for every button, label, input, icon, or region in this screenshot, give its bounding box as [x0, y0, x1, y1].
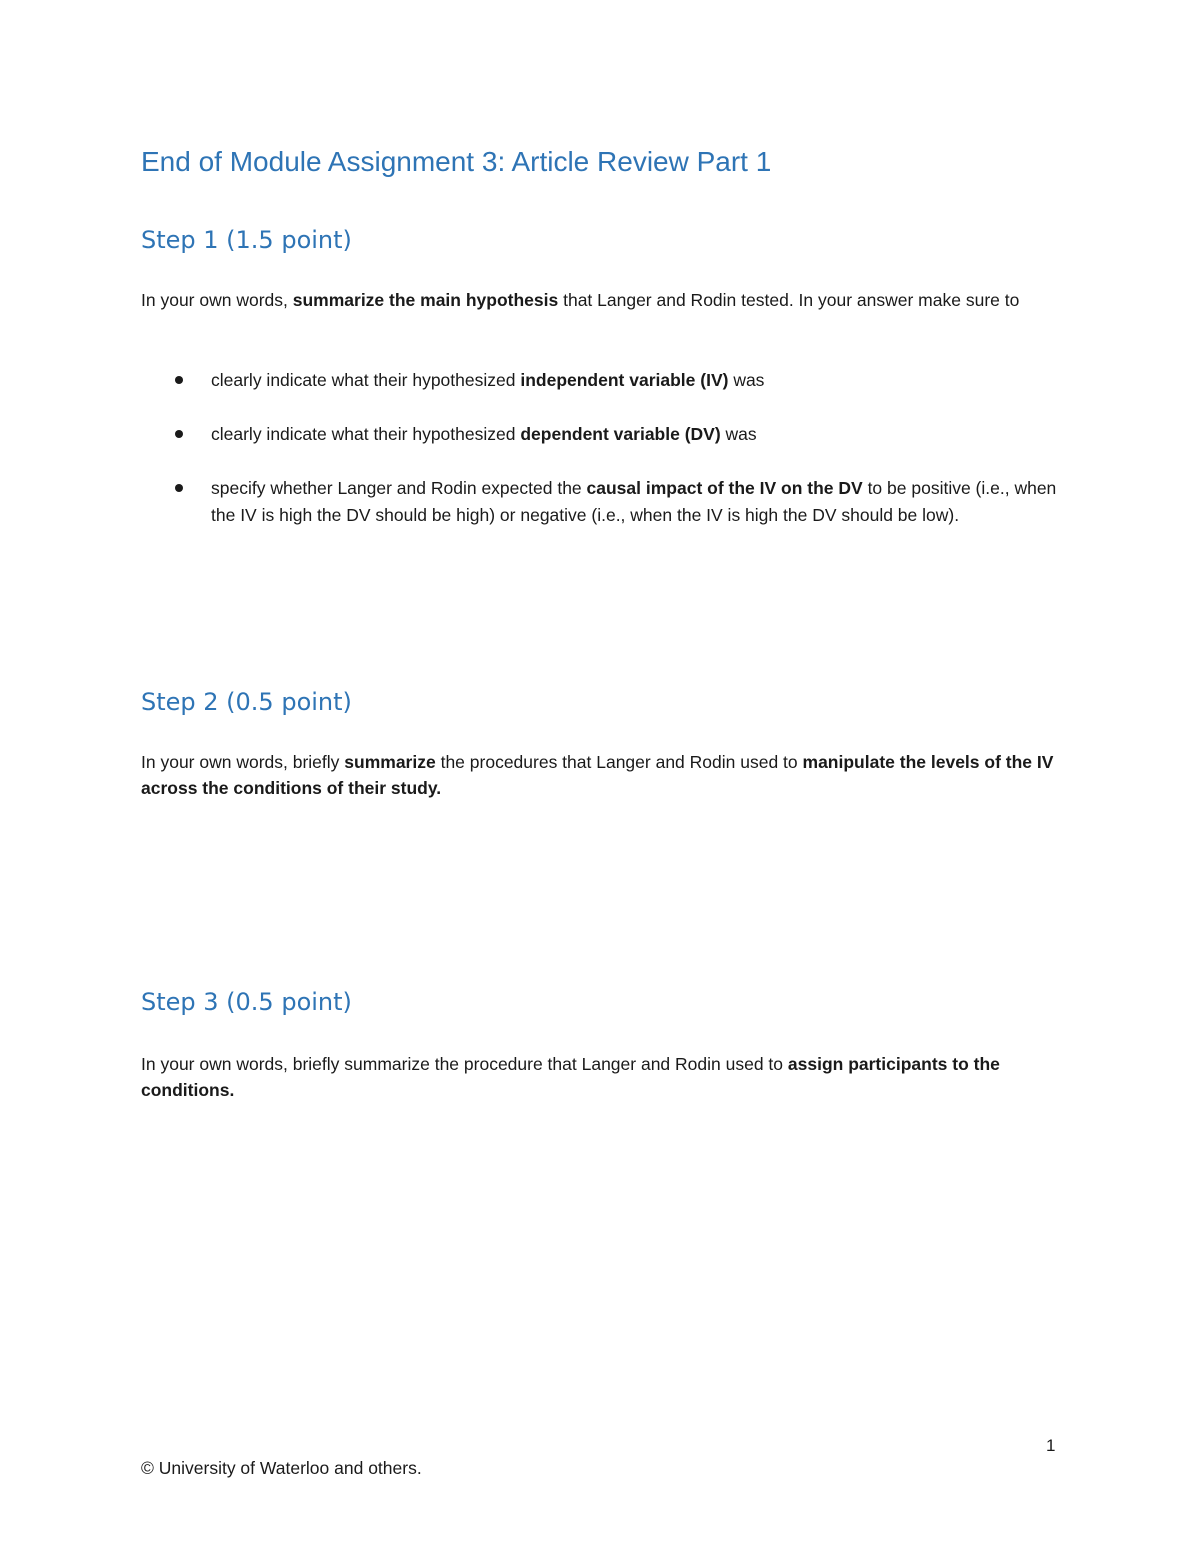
step-3-text-1: In your own words, briefly summarize the procedure that Langer and Rodin used to	[141, 1054, 788, 1074]
step-3-instructions	[141, 1051, 1061, 1103]
step-1-text-1: In your own words,	[141, 290, 293, 310]
step-2-text-2: the procedures that Langer and Rodin used to	[435, 752, 803, 772]
bullet-icon	[175, 484, 183, 492]
step-1-bold-1: summarize the main hypothesis	[292, 290, 559, 310]
step-2-bold-2: manipulate the levels of the IV across the conditions of their study.	[141, 752, 1054, 798]
bullet-text-1: specify whether Langer and Rodin expected the	[211, 478, 587, 498]
list-item	[141, 421, 1061, 448]
bullet-bold: causal impact of the IV on the DV	[586, 478, 863, 498]
step-1-heading: Step 1 (1.5 point)	[141, 226, 352, 254]
step-2-heading: Step 2 (0.5 point)	[141, 688, 352, 716]
step-1-instructions	[141, 287, 1061, 313]
bullet-text-2: to be positive (i.e., when the IV is high the DV should be high) or negative (i.e., when the IV is high the DV should be low).	[211, 478, 1057, 525]
page-number: 1	[1046, 1436, 1056, 1455]
bullet-bold: dependent variable (DV)	[520, 424, 721, 444]
step-3-heading: Step 3 (0.5 point)	[141, 988, 352, 1016]
step-3-bold-1: assign participants to the conditions.	[141, 1054, 1000, 1100]
bullet-text-2: was	[728, 370, 765, 390]
step-2-text-1: In your own words, briefly	[141, 752, 345, 772]
list-item	[141, 367, 1061, 394]
bullet-text-1: clearly indicate what their hypothesized	[211, 424, 521, 444]
step-1-text-2: that Langer and Rodin tested. In your answer make sure to	[558, 290, 1020, 310]
document-title: End of Module Assignment 3: Article Review Part 1	[141, 146, 772, 177]
footer-copyright: © University of Waterloo and others.	[141, 1458, 422, 1478]
bullet-bold: independent variable (IV)	[520, 370, 729, 390]
bullet-text-1: clearly indicate what their hypothesized	[211, 370, 521, 390]
step-2-bold-1: summarize	[344, 752, 436, 772]
bullet-icon	[175, 376, 183, 384]
step-2-instructions	[141, 749, 1061, 801]
step-1-bullet-list	[141, 367, 1061, 556]
list-item	[141, 475, 1061, 529]
bullet-text-2: was	[720, 424, 757, 444]
bullet-icon	[175, 430, 183, 438]
